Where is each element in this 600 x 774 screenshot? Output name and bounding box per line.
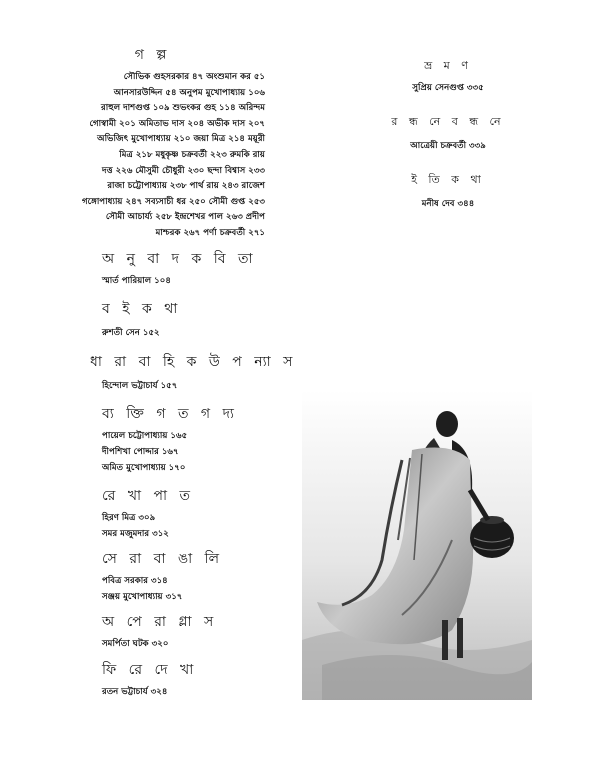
golpo-list: [40, 70, 265, 242]
monk-figure: [302, 390, 532, 700]
section-heading: রে খা পা ত: [102, 488, 195, 505]
list-item: সৌভিক গুহসরকার ৪৭ অংশুমান কর ৫১: [123, 72, 265, 82]
list-item: অমিত মুখোপাধ্যায় ১৭০: [102, 462, 186, 473]
section-heading: ফি রে দে খা: [102, 662, 198, 679]
list-item: রুশতী সেন ১৫২: [102, 328, 160, 339]
list-item: সুপ্রিয় সেনগুপ্ত ৩৩৫: [412, 83, 484, 93]
list-item: পায়েল চট্টোপাধ্যায় ১৬৫: [102, 431, 188, 442]
list-item: দীপশিখা পোদ্দার ১৬৭: [102, 446, 179, 457]
list-item: হিন্দোল ভট্টাচার্য ১৫৭: [102, 380, 178, 391]
section-rekhapat: [40, 487, 340, 542]
section-heading: ব ই ক থা: [102, 301, 182, 318]
list-item: রাহুল দাশগুপ্ত ১০৯ শুভংকর গুহ ১১৪ অরিন্দম: [101, 103, 265, 114]
list-item: রাজা চট্টোপাধ্যায় ২৩৮ পার্থ রায় ২৪৩ রাজেশ: [107, 181, 265, 192]
list-item: সমর্পিতা ঘটক ৩২০: [102, 639, 169, 650]
section-boikotha: [40, 300, 340, 342]
section-bhraman: [368, 58, 528, 96]
section-anubad: [40, 250, 340, 290]
section-heading: অ নু বা দ ক বি তা: [102, 250, 257, 267]
list-item: সঞ্জয় মুখোপাধ্যায় ৩১৭: [102, 591, 183, 602]
section-golpo: [40, 46, 340, 242]
section-phiredekha: [40, 661, 340, 701]
list-item: অভিজিৎ মুখোপাধ্যায় ২১০ জয়া মিত্র ২১৪ ময়ূরী: [97, 134, 265, 145]
section-opera: [40, 613, 340, 653]
section-gadya: [40, 405, 340, 476]
section-heading: সে রা বা ঙা লি: [102, 551, 224, 568]
list-item: আত্রেয়ী চক্রবর্তী ৩৩৯: [410, 141, 486, 151]
section-randhane: [368, 114, 528, 154]
list-item: স্মার্ত পারিয়াল ১০৪: [102, 275, 171, 286]
list-item: হিরণ মিত্র ৩০৯: [102, 513, 156, 524]
section-heading: অ পে রা গ্লা স: [102, 614, 218, 631]
list-item: রতন ভট্টাচার্য ৩২৪: [102, 687, 168, 698]
list-item: সমর মজুমদার ৩১২: [102, 528, 169, 539]
monk-illustration: [302, 390, 532, 700]
list-item: গঙ্গোপাধ্যায় ২৪৭ সব্যসাচী ধর ২৫০ সৌমী গুপ্ত ২৫৩: [82, 196, 265, 207]
right-column: [368, 58, 528, 212]
list-item: মাশ্চরক ২৬৭ পর্ণা চক্রবর্তী ২৭১: [155, 227, 265, 238]
list-item: পবিত্র সরকার ৩১৪: [102, 576, 168, 587]
section-itikotha: [368, 172, 528, 212]
section-heading: গ ল্প: [134, 47, 171, 63]
section-bangali: [40, 550, 340, 605]
section-upanyas: [40, 353, 340, 395]
section-heading: র ন্ধ নে ব ন্ধ নে: [391, 115, 505, 128]
list-item: সৌমী আচার্য্য ২৫৮ ইন্দ্রশেখর পাল ২৬৩ প্রদীপ: [105, 212, 265, 223]
list-item: মিত্র ২১৮ মধুকৃষ্ণ চক্রবর্তী ২২৩ রুমকি রায়: [119, 149, 265, 160]
list-item: দত্ত ২২৬ মৌসুমী চৌধুরী ২৩০ ছন্দা বিশ্বাস ২৩৩: [101, 165, 265, 176]
section-heading: ধা রা বা হি ক উ প ন্যা স: [90, 353, 297, 370]
section-heading: ভ্র ম ণ: [424, 59, 472, 72]
list-item: মনীষ দেব ৩৪৪: [421, 199, 475, 209]
left-column: [40, 46, 340, 701]
section-heading: ই তি ক থা: [411, 173, 485, 186]
list-item: আনসারউদ্দিন ৫৪ অনুপম মুখোপাধ্যায় ১০৬: [113, 87, 265, 98]
list-item: গোস্বামী ২০১ অমিতাভ দাস ২০৪ অভীক দাস ২০৭: [89, 118, 265, 129]
section-heading: ব্য ক্তি গ ত গ দ্য: [102, 406, 238, 423]
